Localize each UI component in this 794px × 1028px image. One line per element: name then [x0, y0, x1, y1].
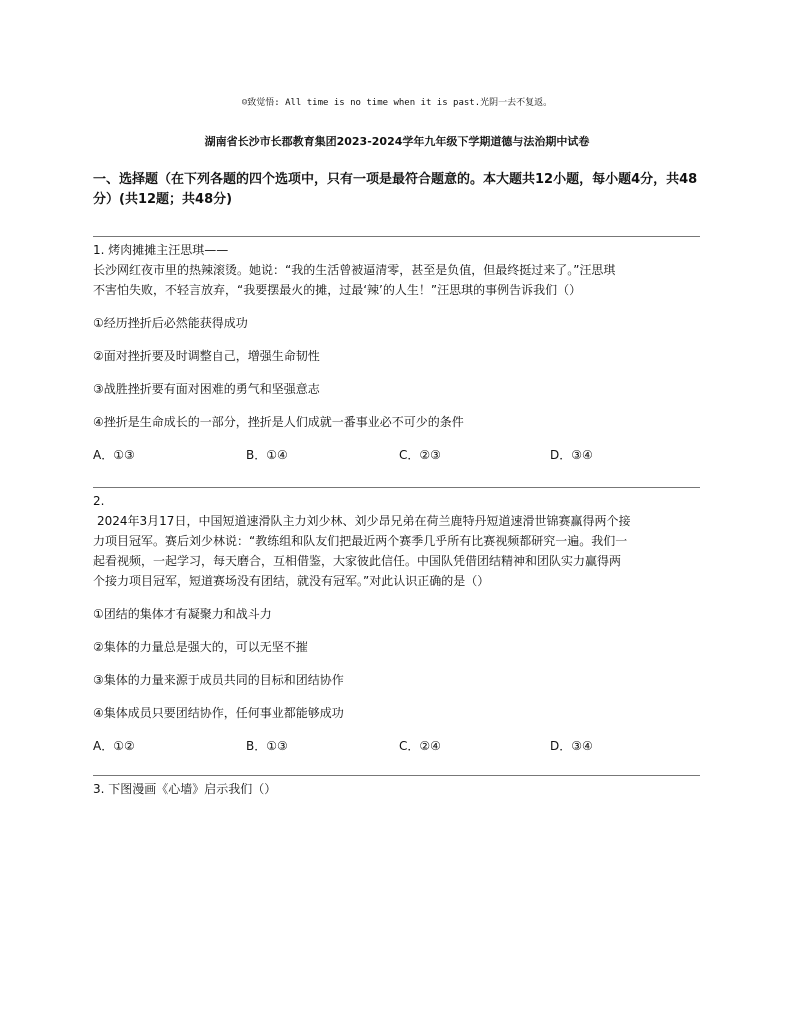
question-1-line-2: 长沙网红夜市里的热辣滚烫。她说：“我的生活曾被逼清零，甚至是负值，但最终挺过来了。”汪思琪: [93, 263, 616, 277]
question-3-line-1: 3. 下图漫画《心墙》启示我们（）: [93, 782, 277, 796]
question-2-line-5: 个接力项目冠军，短道赛场没有团结，就没有冠军。”对此认识正确的是（）: [93, 574, 490, 588]
divider-q3: [93, 775, 700, 776]
question-2-choices: [93, 736, 705, 756]
question-3: [93, 779, 705, 799]
question-1-choice-b[interactable]: B．①④: [246, 448, 288, 462]
question-1-choice-c[interactable]: C．②③: [399, 448, 441, 462]
header-motto: ☺致觉悟: All time is no time when it is past.光阴一去不复返。: [241, 98, 553, 108]
question-2-choice-d[interactable]: D．③④: [550, 739, 593, 753]
question-2-line-3: 力项目冠军。赛后刘少林说：“教练组和队友们把最近两个赛季几乎所有比赛视频都研究一遍。我们一: [93, 534, 628, 548]
question-1-line-3: 不害怕失败，不轻言放弃，“我要摆最火的摊，过最‘辣’的人生！”汪思琪的事例告诉我们（）: [93, 283, 582, 297]
question-1-statement-2: ②面对挫折要及时调整自己，增强生命韧性: [93, 349, 320, 363]
question-2-choice-a[interactable]: A．①②: [93, 739, 135, 753]
question-1-choice-a[interactable]: A．①③: [93, 448, 135, 462]
question-2-choice-c[interactable]: C．②④: [399, 739, 441, 753]
section-heading: 一、选择题（在下列各题的四个选项中，只有一项是最符合题意的。本大题共12小题，每小题4分，共48分）(共12题；共48分): [93, 172, 698, 207]
question-1-statement-3: ③战胜挫折要有面对困难的勇气和坚强意志: [93, 382, 320, 396]
divider-q1: [93, 236, 700, 237]
question-2: [93, 491, 705, 756]
question-2-choice-b[interactable]: B．①③: [246, 739, 288, 753]
question-2-statement-2: ②集体的力量总是强大的，可以无坚不摧: [93, 640, 308, 654]
question-1-statement-4: ④挫折是生命成长的一部分，挫折是人们成就一番事业必不可少的条件: [93, 415, 464, 429]
question-1-choice-d[interactable]: D．③④: [550, 448, 593, 462]
question-2-line-1: 2.: [93, 494, 105, 508]
question-1: [93, 240, 705, 465]
question-2-statement-1: ①团结的集体才有凝聚力和战斗力: [93, 607, 272, 621]
question-2-line-4: 起看视频，一起学习，每天磨合，互相借鉴，大家彼此信任。中国队凭借团结精神和团队实力赢得两: [93, 554, 622, 568]
question-2-statement-3: ③集体的力量来源于成员共同的目标和团结协作: [93, 673, 344, 687]
question-2-statement-4: ④集体成员只要团结协作，任何事业都能够成功: [93, 706, 344, 720]
question-1-line-1: 1. 烤肉摊摊主汪思琪——: [93, 243, 229, 257]
document-title: 湖南省长沙市长郡教育集团2023-2024学年九年级下学期道德与法治期中试卷: [204, 135, 590, 148]
divider-q2: [93, 487, 700, 488]
question-1-choices: [93, 445, 705, 465]
question-1-statement-1: ①经历挫折后必然能获得成功: [93, 316, 248, 330]
question-2-line-2: 2024年3月17日，中国短道速滑队主力刘少林、刘少昂兄弟在荷兰鹿特丹短道速滑世锦赛赢得两个接: [97, 514, 631, 528]
